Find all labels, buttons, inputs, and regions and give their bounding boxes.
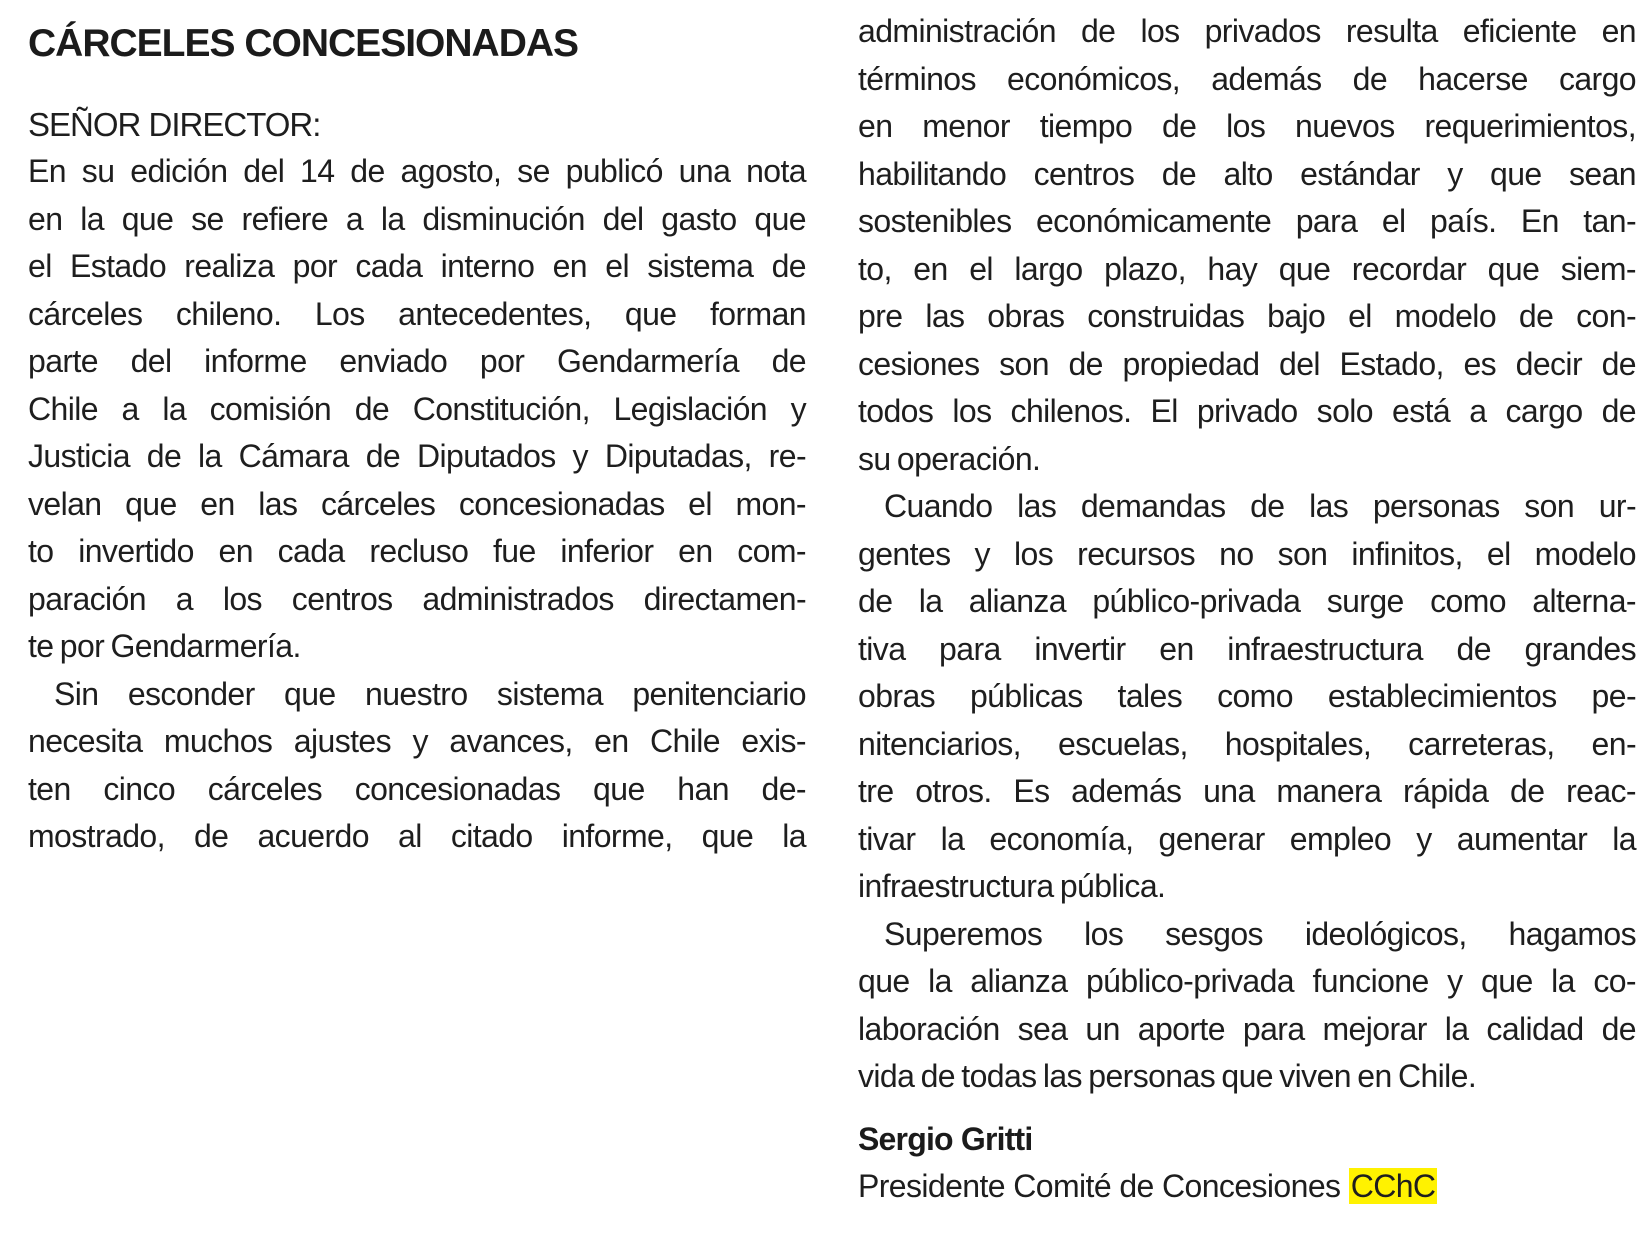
text-line: tiva para invertir en infraestructura de grandes [858, 630, 1636, 667]
text-line: su operación. [858, 440, 1041, 477]
text-line: to, en el largo plazo, hay que recordar que siem- [858, 250, 1636, 287]
text-line: te por Gendarmería. [28, 628, 301, 664]
text-line: infraestructura pública. [858, 868, 1166, 904]
text-line: parte del informe enviado por Gendarmería de [28, 343, 806, 379]
text-line: obras públicas tales como establecimientos pe- [858, 678, 1636, 714]
text-line: el Estado realiza por cada interno en el sistema de [28, 248, 806, 284]
text-line: vida de todas las personas que viven en Chile. [858, 1058, 1477, 1094]
text-line: to invertido en cada recluso fue inferior en com- [28, 533, 806, 569]
text-line: habilitando centros de alto estándar y que sean [858, 155, 1636, 192]
text-line: cárceles chileno. Los antecedentes, que forman [28, 295, 806, 332]
organization-highlight: CChC [1350, 1168, 1436, 1204]
text-line: en menor tiempo de los nuevos requerimientos, [858, 108, 1636, 144]
text-line: paración a los centros administrados directamen- [28, 580, 806, 617]
author-position [858, 1163, 1437, 1211]
text-line: en la que se refiere a la disminución del gasto que [28, 200, 806, 237]
text-line: administración de los privados resulta eficiente en [858, 13, 1636, 49]
text-line: que la alianza público-privada funcione y que la co- [858, 963, 1636, 999]
author-position-title: Presidente Comité de Concesiones [858, 1168, 1349, 1204]
text-line: velan que en las cárceles concesionadas el mon- [28, 485, 806, 522]
text-line: cesiones son de propiedad del Estado, es decir de [858, 345, 1636, 382]
text-line: En su edición del 14 de agosto, se publicó una nota [28, 153, 806, 189]
article-headline: CÁRCELES CONCESIONADAS [28, 22, 579, 65]
text-line: tre otros. Es además una manera rápida de reac- [858, 773, 1636, 809]
salutation: SEÑOR DIRECTOR: [28, 106, 321, 143]
text-line: Justicia de la Cámara de Diputados y Diputadas, re- [28, 438, 806, 474]
text-line: necesita muchos ajustes y avances, en Chile exis- [28, 723, 806, 759]
text-line: todos los chilenos. El privado solo está a cargo de [858, 393, 1636, 429]
text-line: Chile a la comisión de Constitución, Legislación y [28, 390, 806, 427]
right-column-body [858, 8, 1636, 1101]
author-name: Sergio Gritti [858, 1121, 1033, 1157]
text-line: Cuando las demandas de las personas son ur- [884, 488, 1636, 524]
text-line: gentes y los recursos no son infinitos, el modelo [858, 535, 1636, 572]
text-line: ten cinco cárceles concesionadas que han de- [28, 770, 806, 807]
text-line: mostrado, de acuerdo al citado informe, que la [28, 818, 806, 854]
text-line: laboración sea un aporte para mejorar la calidad de [858, 1010, 1636, 1047]
text-line: pre las obras construidas bajo el modelo de con- [858, 298, 1636, 334]
text-line: nitenciarios, escuelas, hospitales, carreteras, en- [858, 725, 1636, 762]
text-line: términos económicos, además de hacerse cargo [858, 60, 1636, 97]
text-line: tivar la economía, generar empleo y aumentar la [858, 820, 1636, 857]
text-line: de la alianza público-privada surge como alterna- [858, 583, 1636, 619]
text-line: Sin esconder que nuestro sistema penitenciario [54, 675, 806, 712]
left-column-body [28, 148, 806, 861]
text-line: sostenibles económicamente para el país. En tan- [858, 203, 1636, 239]
text-line: Superemos los sesgos ideológicos, hagamos [884, 915, 1636, 952]
